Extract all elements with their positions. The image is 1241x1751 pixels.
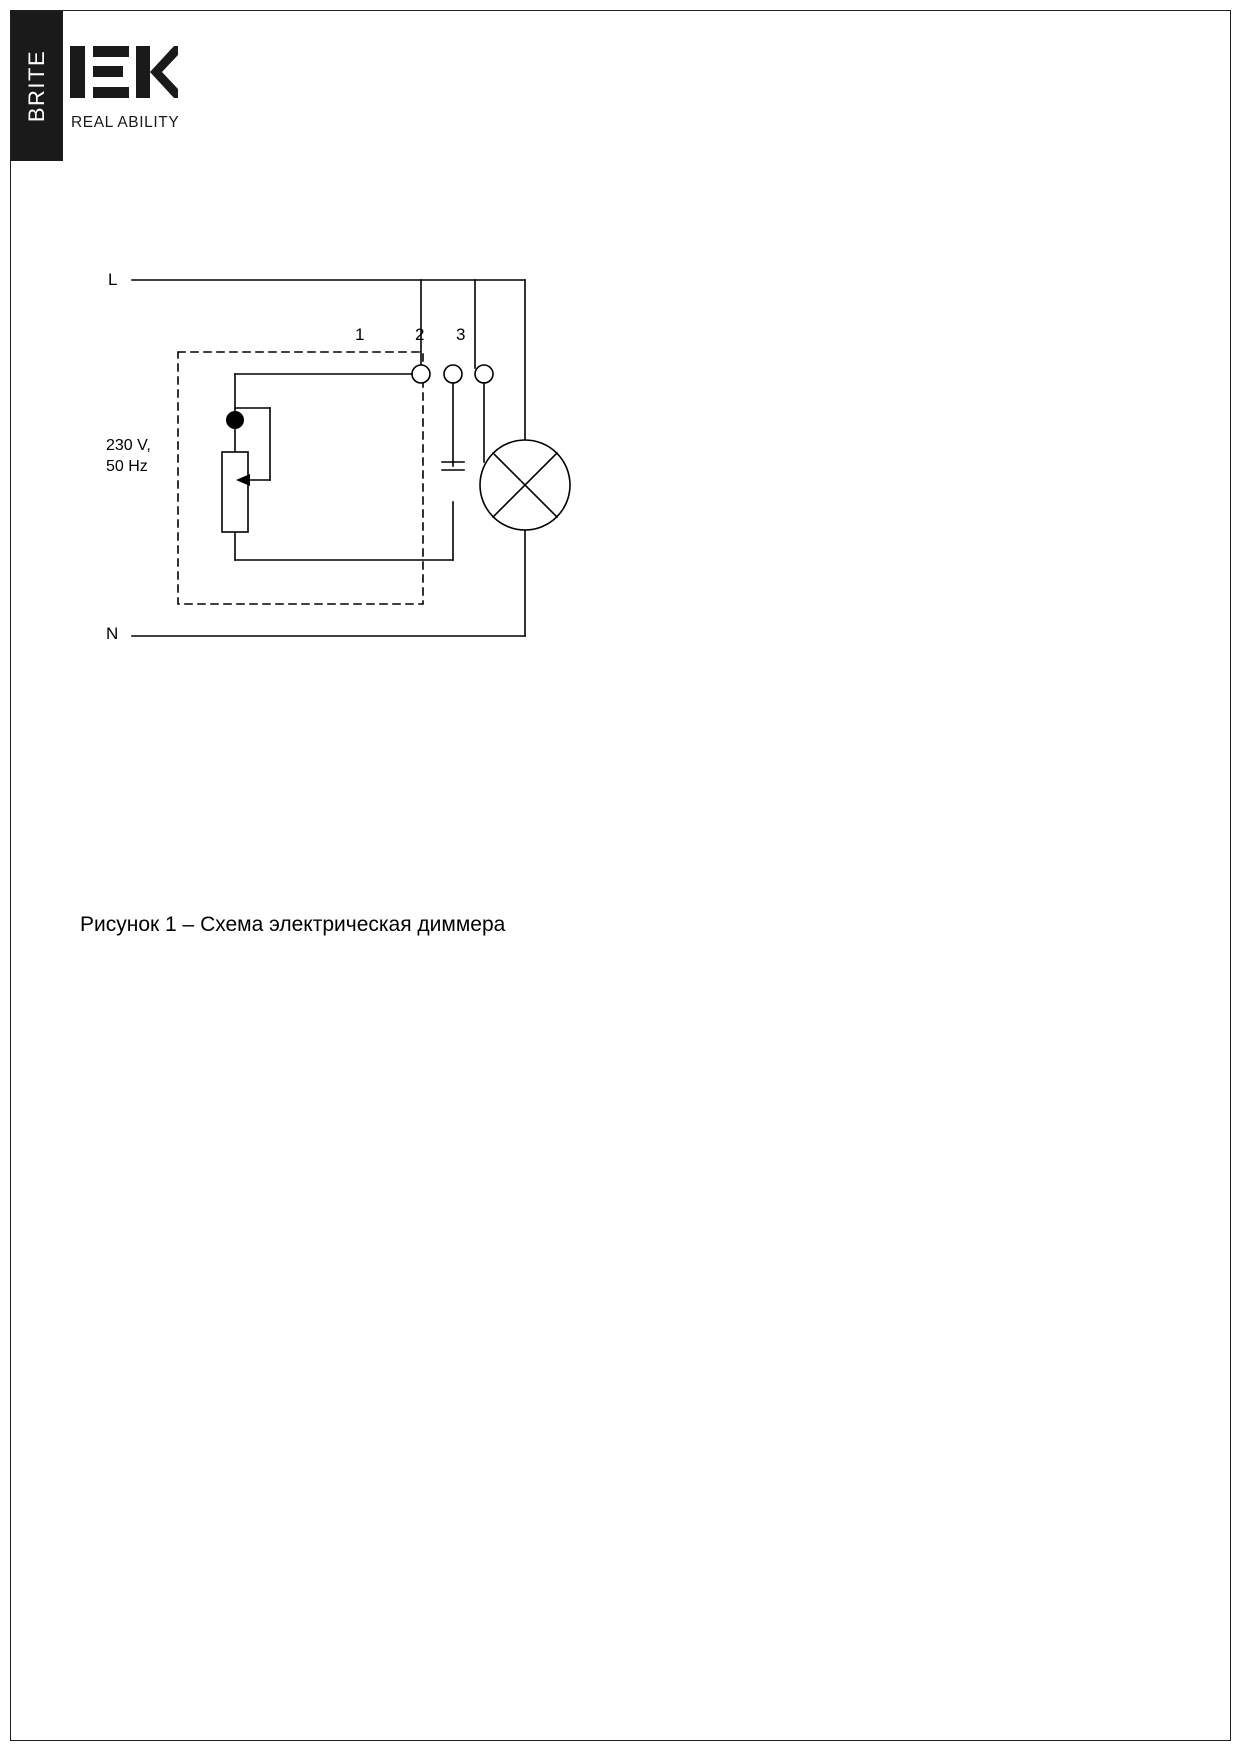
logo-tagline: REAL ABILITY [71, 114, 180, 131]
label-line-L: L [108, 270, 118, 289]
brand-tab [11, 11, 63, 161]
brand-tab-label: BRITE [24, 49, 49, 123]
label-supply-frequency: 50 Hz [106, 458, 148, 475]
label-supply-voltage: 230 V, [106, 437, 151, 454]
label-supply [106, 435, 151, 477]
schematic-svg [70, 240, 770, 680]
device-enclosure-outer [178, 352, 423, 604]
label-terminal-3: 3 [456, 325, 466, 344]
label-terminal-1: 1 [355, 325, 365, 344]
logo-block [70, 46, 270, 146]
junction-dot [226, 411, 244, 429]
label-terminal-2: 2 [415, 325, 425, 344]
potentiometer-body [222, 452, 248, 532]
iek-logo-icon [70, 46, 178, 98]
terminal-3 [475, 365, 493, 383]
figure-caption: Рисунок 1 – Схема электрическая диммера [80, 913, 506, 936]
terminal-1 [412, 365, 430, 383]
dimmer-wiring-diagram [70, 240, 770, 680]
terminal-2 [444, 365, 462, 383]
label-neutral-N: N [106, 624, 119, 643]
